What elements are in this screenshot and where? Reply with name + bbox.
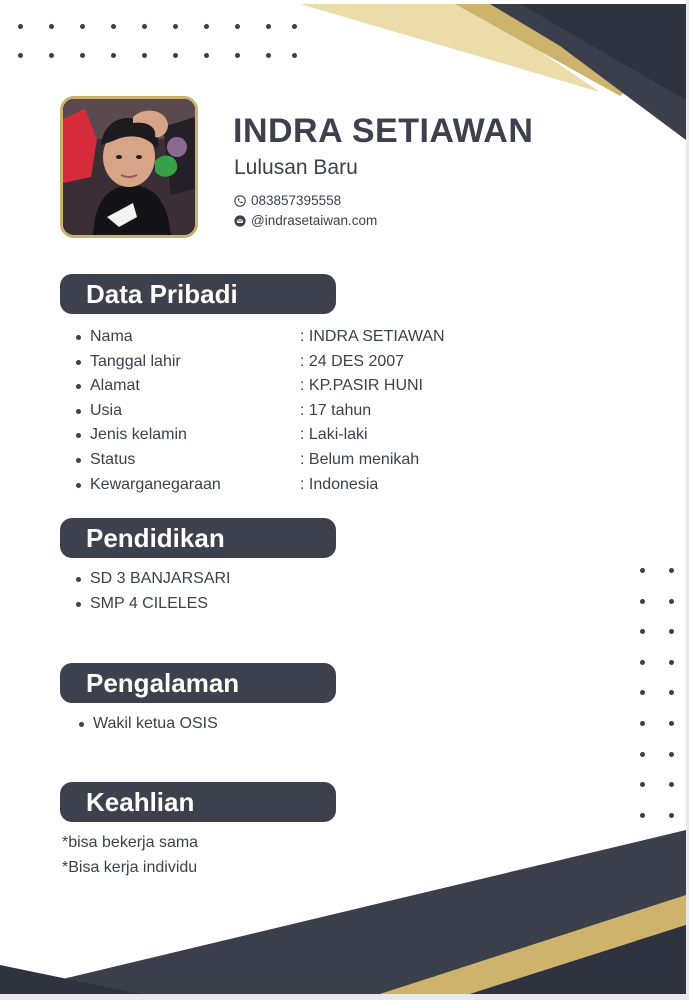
field-label: Kewarganegaraan: [90, 475, 221, 493]
section-heading-personal: Data Pribadi: [60, 274, 336, 314]
contact-email: [234, 213, 377, 228]
list-item: [76, 423, 445, 448]
list-item: [76, 448, 445, 473]
contact-phone: [234, 193, 341, 208]
field-value: : KP.PASIR HUNI: [300, 377, 423, 395]
field-label: Jenis kelamin: [90, 426, 187, 444]
profile-photo-illustration: [63, 99, 195, 235]
field-value: : Laki-laki: [300, 426, 368, 444]
field-value: : INDRA SETIAWAN: [300, 328, 445, 345]
list-item: SMP 4 CILELES: [76, 592, 230, 617]
profile-photo: [60, 96, 198, 238]
field-label: Alamat: [90, 377, 140, 395]
candidate-subtitle: Lulusan Baru: [234, 156, 358, 179]
section-heading-skills: Keahlian: [60, 782, 336, 822]
field-value: : 17 tahun: [300, 401, 372, 419]
list-item: [76, 399, 445, 424]
section-heading-education: Pendidikan: [60, 518, 336, 558]
phone-number: 083857395558: [251, 193, 342, 208]
phone-icon: [234, 195, 246, 207]
list-item: [76, 374, 445, 399]
education-list: [76, 567, 230, 616]
list-item: SD 3 BANJARSARI: [76, 567, 230, 592]
list-item: [76, 350, 445, 375]
dot-grid-top-left: [18, 24, 303, 64]
list-item: Wakil ketua OSIS: [79, 712, 218, 737]
field-value: : Indonesia: [300, 475, 379, 493]
field-label: Tanggal lahir: [90, 352, 181, 370]
list-item: [76, 473, 445, 498]
candidate-name: INDRA SETIAWAN: [233, 112, 534, 150]
experience-list: [79, 712, 218, 737]
field-label: Nama: [90, 328, 133, 345]
skill-item: *Bisa kerja individu: [62, 859, 198, 876]
field-value: : Belum menikah: [300, 450, 420, 468]
field-label: Status: [90, 450, 136, 468]
list-item: [76, 325, 445, 350]
email-address: @indrasetaiwan.com: [251, 213, 378, 228]
skill-item: *bisa bekerja sama: [62, 834, 199, 851]
field-value: : 24 DES 2007: [300, 352, 405, 370]
section-heading-experience: Pengalaman: [60, 663, 336, 703]
personal-info-list: [76, 325, 445, 497]
dot-grid-right: [640, 568, 680, 858]
field-label: Usia: [90, 401, 123, 419]
email-icon: [234, 215, 246, 227]
